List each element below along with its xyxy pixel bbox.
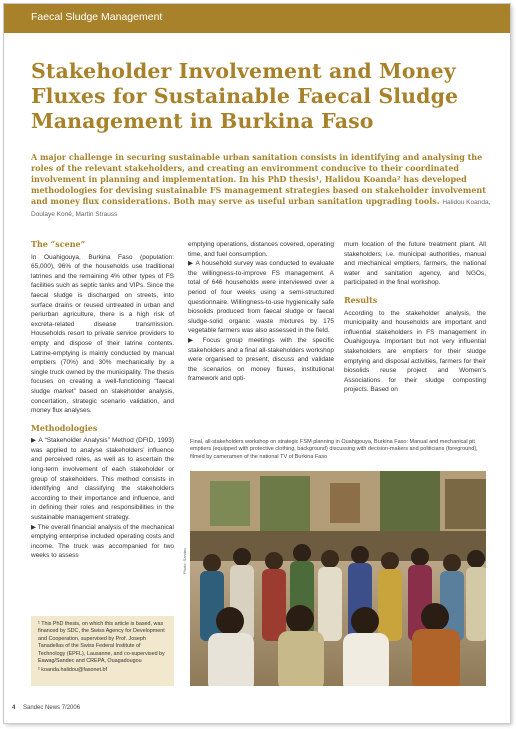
photo-credit: Photo: Sandec xyxy=(182,547,187,574)
footnote-box xyxy=(31,616,174,686)
results-paragraph: According to the stakeholder analysis, the municipality and households are important and influential stakeholders in FS management in Ouahigouya. Important but not very influential stakeholders are emptiers for their sludge emptying and disposal activities, farmers for their biosolids reuse project and Women’s Associations for their sludge composting projects. Based on xyxy=(344,309,486,394)
section-header-bar xyxy=(4,4,510,33)
article-authors: Halidou Koanda, Doulaye Koné, Martin Strauss xyxy=(31,199,491,218)
footnote-1: ¹ This PhD thesis, on which this article is based, was financed by SDC, the Swiss Agency for Development and Cooperation, supervised by Prof. Joseph Tanadellas of the Swiss Federal Institute of Technology (EPFL), Lausanne, and co-supervised by Eawag/Sandec and CREPA, Ouagadougou xyxy=(38,621,165,665)
workshop-photo-illustration xyxy=(190,471,486,686)
results-heading: Results xyxy=(344,294,378,305)
col2-paragraph-1: emptying operations, distances covered, operating time, and fuel consumption. xyxy=(188,241,334,258)
lead-text: A major challenge in securing sustainable urban sanitation consists in identifying and analysing the roles of the relevant stakeholders, and creating an environment conducive to their coordinated involvement in planning and implementation. In his PhD thesis¹, Halidou Koanda² has developed methodologies for devising sustainable FS management strategies based on stakeholder involvement and money flux considerations. Both may serve as useful urban sanitation upgrading tools. xyxy=(31,152,486,206)
page-footer xyxy=(12,705,80,711)
page-number: 4 xyxy=(12,705,16,711)
methods-paragraph-1: ▶ A “Stakeholder Analysis” Method (DFID, 1993) was applied to analyse stakeholders’ influence and perceived roles, as well as to ascertain the long-term involvement of each stakeholder or group of stakeholders. This method consists in identifying and classifying the stakeholders according to their importance and influence, and in defining their roles and responsibilities in the sustainable management strategy. xyxy=(31,437,174,522)
column-3 xyxy=(344,240,486,395)
col2-paragraph-3: ▶ Focus group meetings with the specific stakeholders and a final all-stakeholders workshop were organised to present, discuss and validate the scenarios on money fluxes, institutional framework and opti- xyxy=(188,336,334,383)
methods-paragraph-2: ▶ The overall financial analysis of the mechanical emptying enterprise included operating costs and income. The truck was accompanied for two weeks to assess xyxy=(31,523,174,560)
column-2 xyxy=(188,240,334,384)
scene-paragraph: In Ouahigouya, Burkina Faso (population: 65,000), 96% of the households use traditional latrines and the remaining 4% other types of FS facilities such as septic tanks and VIPs. Since the faecal sludge is discharged on streets, into surface drains or reused untreated in urban and periurban agriculture, there is a high risk of excreta-related disease transmission. Households resort to private service providers to empty and dispose of their latrine contents. Latrine-emptying is mainly conducted by manual emptiers (70%) and 30% mechanically by a single truck owned by the municipality. The thesis focuses on creating a well-functioning “faecal sludge market” based on stakeholder analysis, concertation, strategic scenario validation, and money flux analyses. xyxy=(31,253,174,415)
col3-paragraph-1: mum location of the future treatment plant. All stakeholders; i.e. municipal authorities, manual and mechanical emptiers, farmers, the national water and sanitation agency, and NGOs, participated in the final workshop. xyxy=(344,241,486,287)
section-title: Faecal Sludge Management xyxy=(31,11,163,23)
article-title: Stakeholder Involvement and Money Fluxes for Sustainable Faecal Sludge Management in Burkina Faso xyxy=(31,59,459,133)
article-lead xyxy=(31,152,493,220)
column-1 xyxy=(31,240,174,561)
photo-caption: Final, all-stakeholders workshop on strategic FSM planning in Ouahigouya, Burkina Faso: Manual and mechanical pit emptiers (equipped with protective clothing, background) discussing with decision-makers and politicians (foreground), filmed by cameramen of the national TV of Burkina Faso xyxy=(190,439,478,460)
document-page xyxy=(4,4,510,723)
col2-paragraph-2: ▶ A household survey was conducted to evaluate the willingness-to-improve FS management. A total of 646 households were interviewed over a period of four weeks using a semi-structured questionnaire. Willingness-to-use hygienically safe biosolids produced from faecal sludge or faecal sludge-solid organic waste mixtures by 175 vegetable farmers was also assessed in the field. xyxy=(188,260,334,335)
scene-heading: The “scene” xyxy=(31,239,86,249)
publication-name: Sandec News 7/2006 xyxy=(23,705,81,711)
methodologies-heading: Methodologies xyxy=(31,422,98,433)
footnote-2: ² koanda.halidou@fasonet.bf xyxy=(38,667,108,674)
workshop-photo xyxy=(190,471,486,686)
